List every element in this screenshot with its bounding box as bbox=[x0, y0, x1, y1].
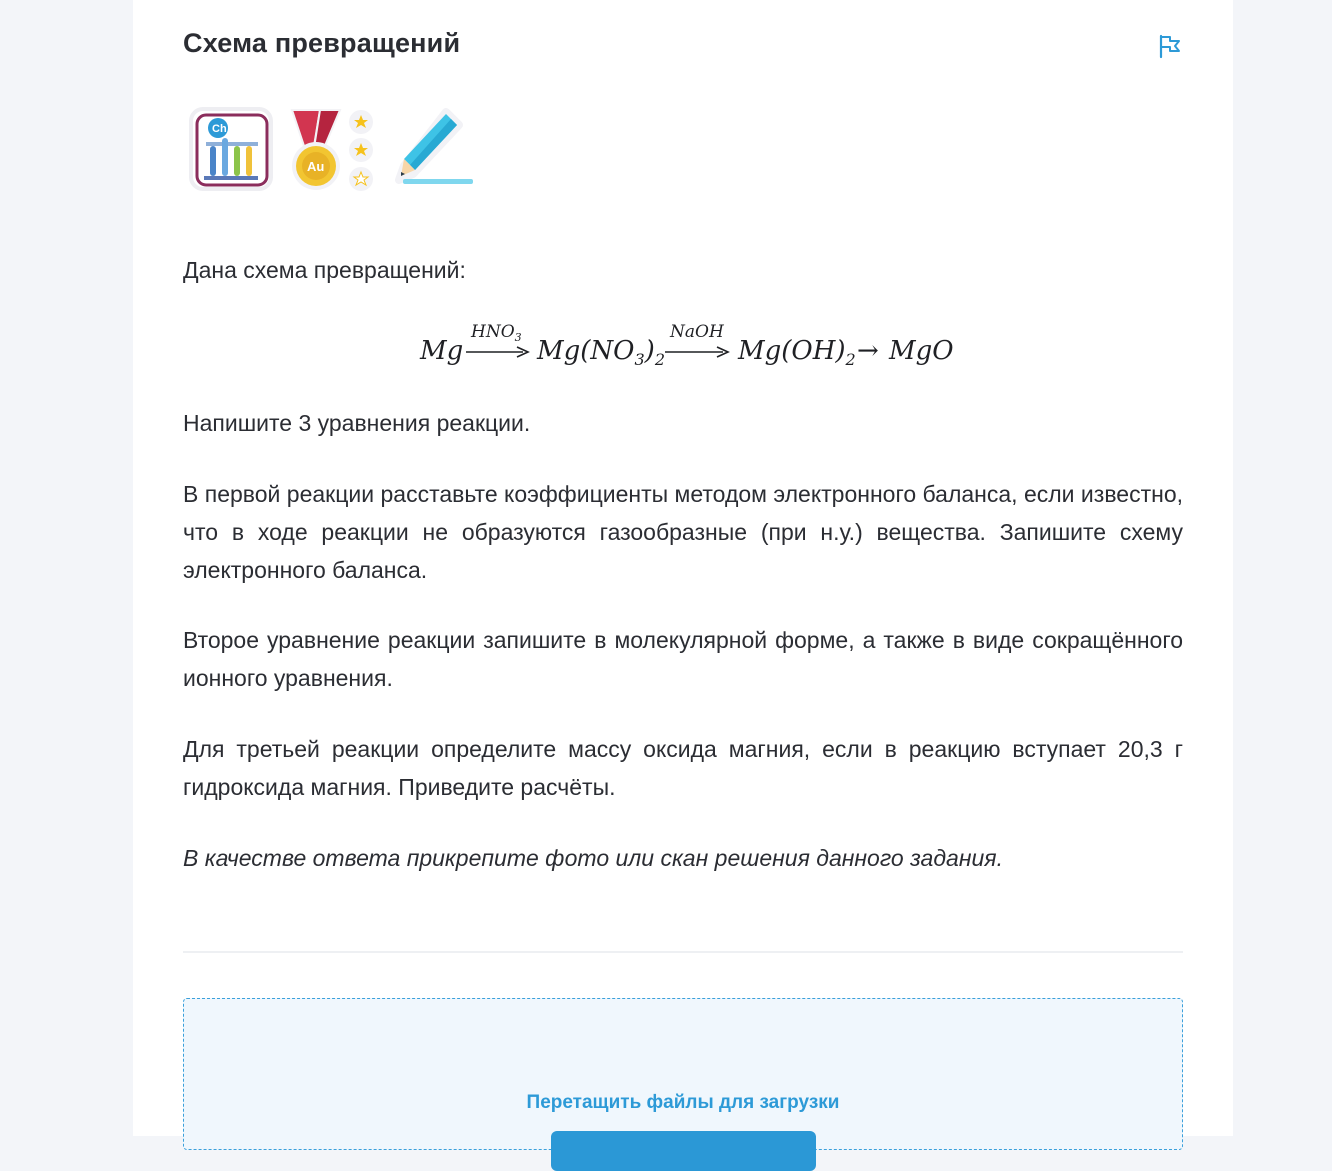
arrow3: → bbox=[857, 336, 879, 366]
transformation-formula bbox=[183, 312, 1183, 376]
file-dropzone[interactable] bbox=[183, 998, 1183, 1150]
svg-text:Ch: Ch bbox=[212, 123, 227, 135]
formula-mg: Mg bbox=[420, 336, 464, 366]
intro-text: Дана схема превращений: bbox=[183, 257, 466, 283]
task-title: Схема превращений bbox=[183, 28, 461, 58]
instruction-text-4: Для третьей реакции определите массу оксида магния, если в реакцию вступает 20,3 г гидроксида магния. Приведите расчёты. bbox=[183, 736, 1183, 800]
formula-mg-oh-2: $Mg(OH)_2$ bbox=[738, 336, 856, 369]
upload-button[interactable] bbox=[551, 1131, 816, 1171]
answer-instruction: В качестве ответа прикрепите фото или скан решения данного задания. bbox=[183, 845, 1003, 871]
formula-mg-no3-2: $Mg(NO_3)_2$ bbox=[537, 336, 666, 369]
arrow2-label: NaOH bbox=[670, 322, 724, 342]
chemistry-test-tubes-icon bbox=[188, 106, 274, 194]
divider bbox=[183, 951, 1183, 953]
svg-text:Au: Au bbox=[307, 159, 325, 174]
task-card bbox=[133, 0, 1233, 1136]
formula-mgo: MgO bbox=[889, 336, 954, 366]
arrow1-label: $HNO_3$ bbox=[471, 322, 522, 344]
instruction-text-1: Напишите 3 уравнения реакции. bbox=[183, 410, 531, 436]
instruction-text-2: В первой реакции расставьте коэффициенты методом электронного баланса, если известно, что в ходе реакции не образуются газообразные (при н.у.) вещества. Запишите схему электронного баланса. bbox=[183, 481, 1183, 583]
pencil-icon bbox=[391, 106, 481, 194]
instruction-text-3: Второе уравнение реакции запишите в молекулярной форме, а также в виде сокращённого ионного уравнения. bbox=[183, 627, 1183, 691]
report-flag-icon[interactable] bbox=[1157, 33, 1183, 59]
drop-files-label: Перетащить файлы для загрузки bbox=[526, 1092, 840, 1113]
gold-medal-icon bbox=[284, 106, 379, 198]
